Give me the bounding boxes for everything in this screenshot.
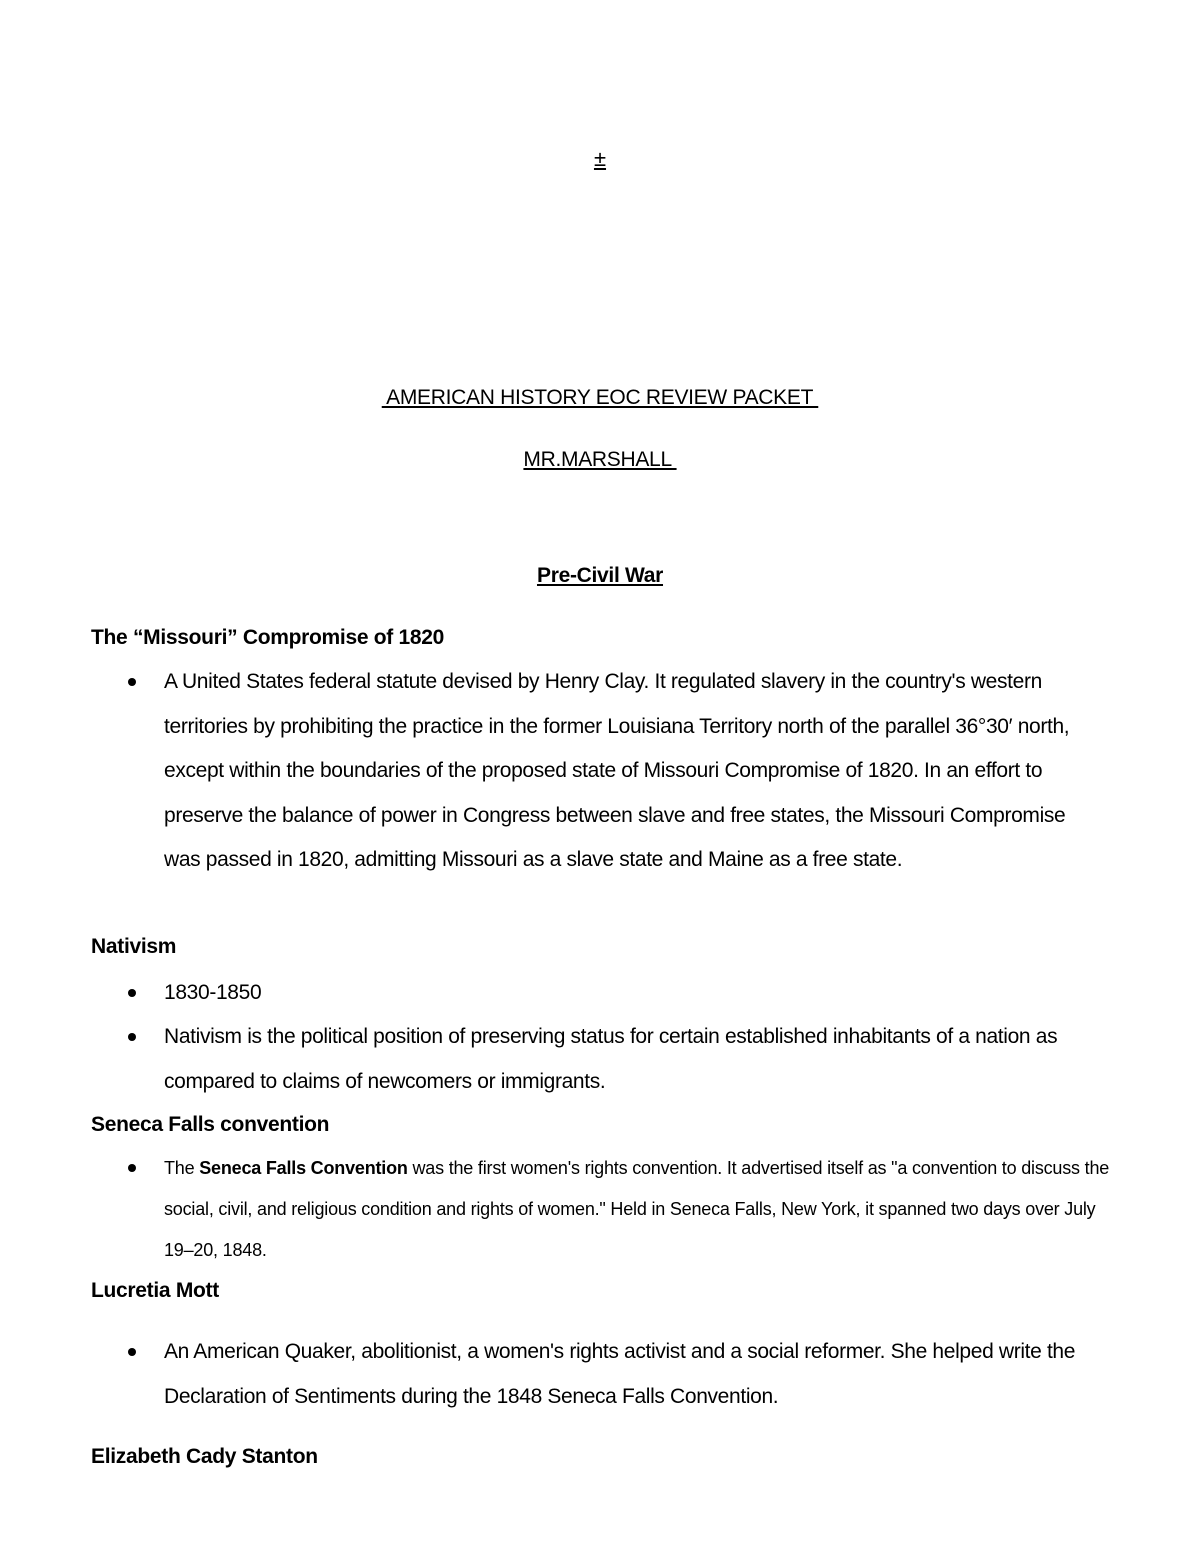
bullet-dot: [128, 1348, 136, 1356]
top-symbol: ±: [593, 146, 607, 171]
topic-heading-nativism: Nativism: [91, 935, 177, 958]
topic-bullet-nativism-dates: 1830-1850: [164, 981, 262, 1004]
topic-heading-missouri-compromise: The “Missouri” Compromise of 1820: [91, 626, 445, 649]
bullet-text: was the first women's rights convention. It advertised itself as "a convention to discuss the social, civil, and religious condition and rights of women." Held in Seneca Falls, New York, it spanned two days over July 19–20, 1848.: [164, 1158, 1110, 1260]
bullet-dot: [128, 1164, 136, 1172]
section-heading: Pre-Civil War: [536, 564, 664, 587]
bullet-dot: [128, 989, 136, 997]
topic-bullet-nativism-definition: Nativism is the political position of preserving status for certain established inhabitants of a nation as compared to claims of newcomers or immigrants.: [164, 1025, 1058, 1093]
topic-bullet-seneca-falls: [164, 1148, 1114, 1271]
topic-bullet-lucretia-mott: An American Quaker, abolitionist, a women's rights activist and a social reformer. She helped write the Declaration of Sentiments during the 1848 Seneca Falls Convention.: [164, 1340, 1076, 1408]
topic-heading-lucretia-mott: Lucretia Mott: [91, 1279, 219, 1302]
topic-heading-elizabeth-cady-stanton: Elizabeth Cady Stanton: [91, 1445, 318, 1468]
bullet-bold-term: Seneca Falls Convention: [199, 1158, 408, 1178]
bullet-dot: [128, 678, 136, 686]
teacher-name: MR.MARSHALL: [523, 448, 677, 471]
bullet-prefix: The: [164, 1158, 200, 1178]
bullet-dot: [128, 1033, 136, 1041]
topic-bullet-missouri-compromise: A United States federal statute devised by Henry Clay. It regulated slavery in the country's western territories by prohibiting the practice in the former Louisiana Territory north of the parallel 36°30′ north, except within the boundaries of the proposed state of Missouri Compromise of 1820. In an effort to preserve the balance of power in Congress between slave and free states, the Missouri Compromise was passed in 1820, admitting Missouri as a slave state and Maine as a free state.: [164, 670, 1070, 871]
packet-title: AMERICAN HISTORY EOC REVIEW PACKET: [381, 386, 819, 409]
topic-heading-seneca-falls: Seneca Falls convention: [91, 1113, 330, 1136]
